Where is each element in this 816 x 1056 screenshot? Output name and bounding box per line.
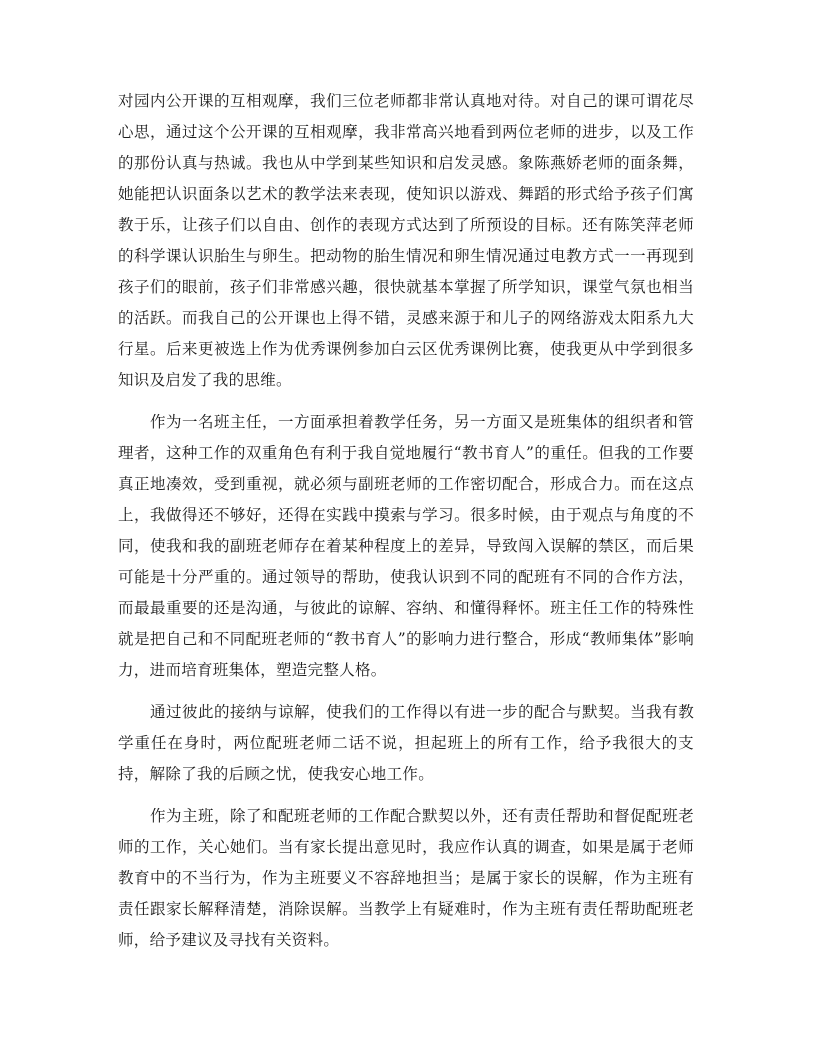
paragraph-main-teacher-duties: 作为主班，除了和配班老师的工作配合默契以外，还有责任帮助和督促配班老师的工作，关心她们。当有家长提出意见时，我应作认真的调查，如果是属于老师教育中的不当行为，作为主班要义不容辞地担当；是属于家长的误解，作为主班有责任跟家长解释清楚，消除误解。当教学上有疑难时，作为主班有责任帮助配班老师，给予建议及寻找有关资料。 [118, 807, 694, 949]
paragraph-head-teacher-role: 作为一名班主任，一方面承担着教学任务，另一方面又是班集体的组织者和管理者，这种工作的双重角色有利于我自觉地履行“教书育人”的重任。但我的工作要真正地凑效，受到重视，就必须与副班老师的工作密切配合，形成合力。而在这点上，我做得还不够好，还得在实践中摸索与学习。很多时候，由于观点与角度的不同，使我和我的副班老师存在着某种程度上的差异，导致闯入误解的禁区，而后果可能是十分严重的。通过领导的帮助，使我认识到不同的配班有不同的合作方法，而最最重要的还是沟通，与彼此的谅解、容纳、和懂得释怀。班主任工作的特殊性就是把自己和不同配班老师的“教书育人”的影响力进行整合，形成“教师集体”影响力，进而培育班集体，塑造完整人格。 [118, 413, 694, 679]
document-page [118, 86, 694, 967]
paragraph-open-class-observation: 对园内公开课的互相观摩，我们三位老师都非常认真地对待。对自己的课可谓花尽心思，通过这个公开课的互相观摩，我非常高兴地看到两位老师的进步，以及工作的那份认真与热诚。我也从中学到某些知识和启发灵感。象陈燕娇老师的面条舞，她能把认识面条以艺术的教学法来表现，使知识以游戏、舞蹈的形式给予孩子们寓教于乐，让孩子们以自由、创作的表现方式达到了所预设的目标。还有陈笑萍老师的科学课认识胎生与卵生。把动物的胎生情况和卵生情况通过电教方式一一再现到孩子们的眼前，孩子们非常感兴趣，很快就基本掌握了所学知识，课堂气氛也相当的活跃。而我自己的公开课也上得不错，灵感来源于和儿子的网络游戏太阳系九大行星。后来更被选上作为优秀课例参加白云区优秀课例比赛，使我更从中学到很多知识及启发了我的思维。 [118, 92, 694, 389]
paragraph-mutual-understanding: 通过彼此的接纳与谅解，使我们的工作得以有进一步的配合与默契。当我有教学重任在身时，两位配班老师二话不说，担起班上的所有工作，给予我很大的支持，解除了我的后顾之忧，使我安心地工作。 [118, 703, 694, 783]
